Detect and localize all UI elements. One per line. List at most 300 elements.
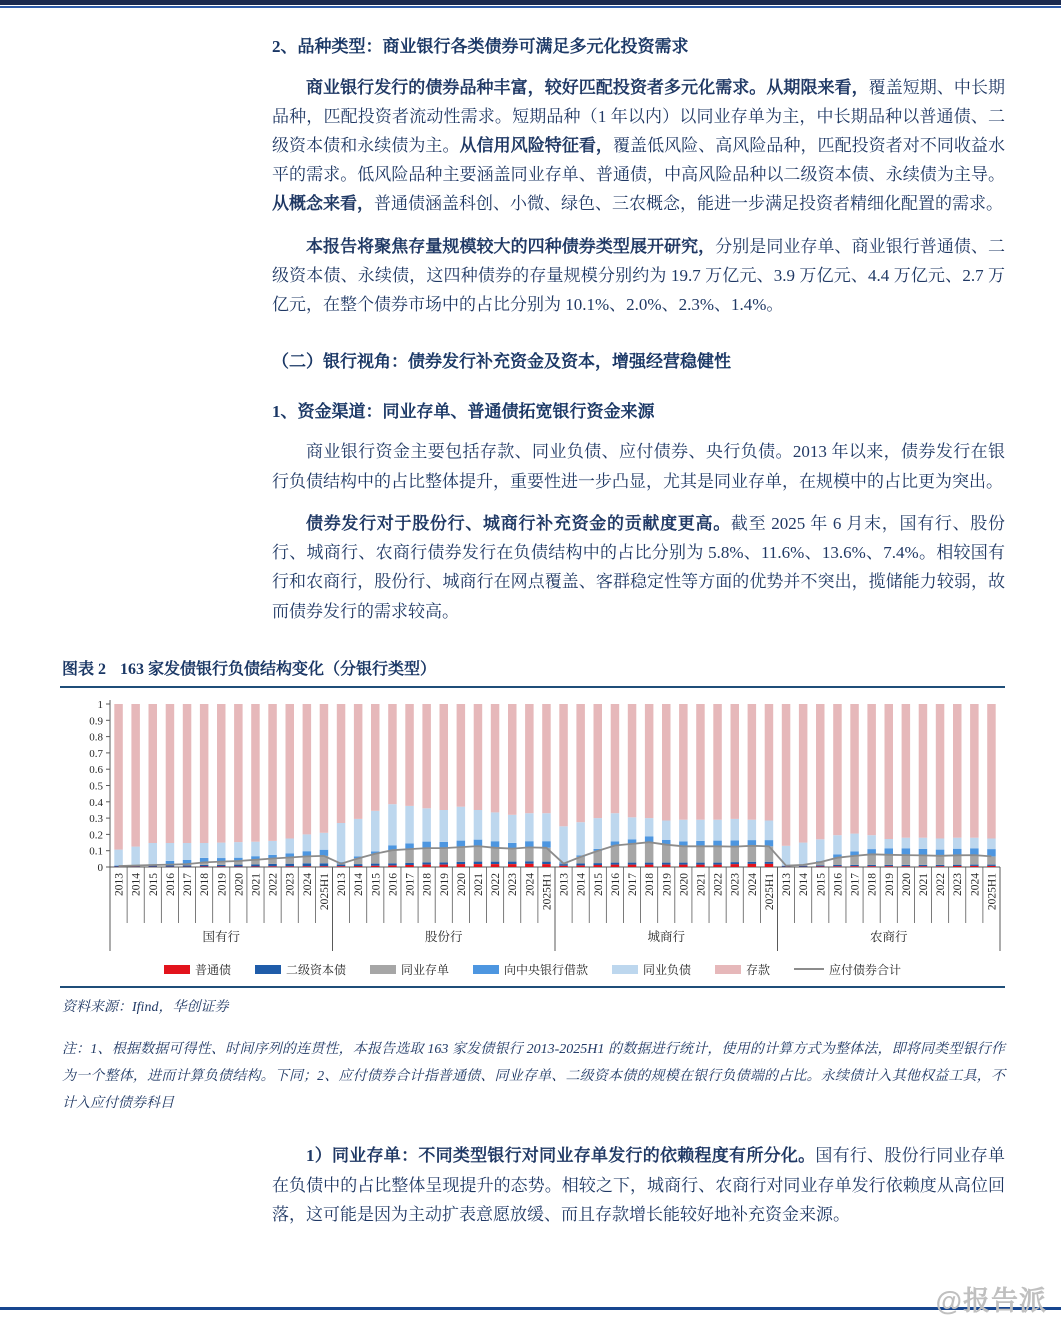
bar-segment [559, 826, 568, 862]
bar-segment [405, 849, 414, 863]
bar-segment [166, 865, 175, 866]
bar-segment [748, 819, 757, 839]
svg-text:0.1: 0.1 [89, 845, 103, 858]
bar-segment [491, 861, 500, 863]
svg-text:0.6: 0.6 [89, 763, 103, 776]
bar-segment [731, 846, 740, 862]
bar-segment [696, 704, 705, 820]
figure-title-text: 163 家发债银行负债结构变化（分银行类型） [120, 660, 437, 678]
bar-segment [594, 863, 603, 865]
svg-text:0.4: 0.4 [89, 796, 103, 809]
bar-segment [936, 866, 945, 867]
bar-segment [970, 848, 979, 855]
svg-text:0.7: 0.7 [89, 747, 103, 760]
bar-segment [559, 704, 568, 826]
bar-segment [816, 866, 825, 867]
bar-segment [867, 704, 876, 835]
bar-segment [320, 866, 329, 867]
bar-segment [354, 819, 363, 857]
x-tick-label: 2013 [558, 872, 571, 896]
bar-segment [422, 841, 431, 848]
bar-segment [885, 839, 894, 848]
svg-text:0.3: 0.3 [89, 812, 103, 825]
bar-segment [850, 866, 859, 867]
section-heading-funding-channel: 1、资金渠道：同业存单、普通债拓宽银行资金来源 [272, 401, 655, 421]
bar-segment [422, 862, 431, 864]
bar-segment [679, 704, 688, 820]
bar-segment [268, 866, 277, 867]
bar-segment [713, 819, 722, 840]
bar-segment [508, 848, 517, 861]
legend-line-swatch [794, 968, 824, 970]
bar-segment [696, 819, 705, 840]
bar-segment [970, 855, 979, 865]
bar-segment [542, 864, 551, 867]
bar-segment [405, 865, 414, 867]
paragraph-ncd-divergence: 1）同业存单：不同类型银行对同业存单发行的依赖程度有所分化。国有行、股份行同业存单在负债中的占比整体呈现提升的态势。相较之下，城商行、农商行对同业存单发行依赖度从高位回落，这可能是因为主动扩表意愿放缓、而且存款增长能较好地补充资金来源。 [272, 1146, 1005, 1224]
x-tick-label: 2025H1 [318, 872, 331, 910]
x-tick-label: 2019 [438, 872, 451, 896]
bar-segment [474, 810, 483, 840]
bar-segment [166, 843, 175, 861]
bar-segment [936, 704, 945, 839]
bar-segment [987, 704, 996, 839]
bar-segment [251, 866, 260, 867]
bar-segment [679, 862, 688, 864]
bar-segment [286, 838, 295, 853]
bar-segment [953, 855, 962, 865]
bar-segment [320, 704, 329, 833]
group-label: 城商行 [647, 929, 686, 944]
legend-item [612, 961, 691, 978]
bar-segment [183, 704, 192, 843]
bar-segment [833, 835, 842, 854]
bar-segment [765, 820, 774, 840]
bar-segment [816, 839, 825, 861]
bar-segment [286, 866, 295, 867]
bar-segment [234, 842, 243, 858]
bar-segment [508, 704, 517, 815]
source-note: 资料来源：Ifind，华创证券 [62, 999, 229, 1015]
bar-segment [405, 806, 414, 844]
bar-segment [885, 865, 894, 866]
bar-segment [354, 864, 363, 866]
bar-segment [919, 837, 928, 848]
bar-segment [662, 704, 671, 821]
x-tick-label: 2023 [284, 872, 297, 896]
bar-segment [987, 856, 996, 864]
bar-segment [388, 704, 397, 804]
x-tick-label: 2021 [472, 872, 485, 896]
x-tick-label: 2013 [336, 872, 349, 896]
legend-color-swatch [715, 965, 741, 974]
bar-segment [696, 846, 705, 862]
x-tick-label: 2025H1 [541, 872, 554, 910]
bar-segment [200, 843, 209, 858]
x-tick-label: 2016 [832, 872, 845, 896]
paragraph-bank-funding: 商业银行资金主要包括存款、同业负债、应付债券、央行负债。2013 年以来，债券发行在银行负债结构中的占比整体提升，重要性进一步凸显，尤其是同业存单，在规模中的占比更为突出。 [272, 442, 1005, 491]
bar-segment [286, 863, 295, 866]
x-tick-label: 2025H1 [763, 872, 776, 910]
bar-segment [251, 864, 260, 866]
svg-text:0.2: 0.2 [89, 829, 103, 842]
bar-segment [217, 704, 226, 843]
bar-segment [867, 866, 876, 867]
x-tick-label: 2016 [387, 872, 400, 896]
bar-segment [953, 866, 962, 867]
bar-segment [251, 704, 260, 842]
x-tick-label: 2022 [712, 872, 725, 896]
bar-segment [183, 843, 192, 860]
bar-segment [867, 835, 876, 849]
bar-segment [919, 866, 928, 867]
bar-segment [114, 849, 123, 865]
bar-segment [440, 810, 449, 842]
bar-segment [731, 864, 740, 867]
bar-segment [696, 862, 705, 864]
bar-segment [902, 866, 911, 867]
body-column [272, 34, 1005, 626]
bar-segment [953, 848, 962, 855]
bar-segment [525, 704, 534, 813]
bar-segment [611, 864, 620, 866]
paragraph-four-bond-types: 本报告将聚焦存量规模较大的四种债券类型展开研究，分别是同业存单、商业银行普通债、二级资本债、永续债，这四种债券的存量规模分别约为 19.7 万亿元、3.9 万亿元、4.4 万亿元、2.7 万亿元，在整个债券市场中的占比分别为 10.1%、2.0%、2.3%、1.4%。 [272, 236, 1006, 315]
x-tick-label: 2013 [113, 872, 126, 896]
bar-segment [850, 833, 859, 851]
legend-label: 普通债 [194, 962, 231, 977]
bar-segment [491, 864, 500, 867]
paragraph-issuance-contribution: 债券发行对于股份行、城商行补充资金的贡献度更高。截至 2025 年 6 月末，国有行、股份行、城商行、农商行债券发行在负债结构中的占比分别为 5.8%、11.6%、13.6%、7.4%。相较国有行和农商行，股份行、城商行在网点覆盖、客群稳定性等方面的优势并不突出，揽储能力较弱，故而债券发行的需求较高。 [272, 513, 1005, 621]
bar-segment [474, 704, 483, 810]
section-heading-bank-perspective: （二）银行视角：债券发行补充资金及资本，增强经营稳健性 [272, 352, 731, 372]
bar-segment [268, 864, 277, 866]
bar-segment [611, 862, 620, 864]
bar-segment [833, 865, 842, 866]
bar-segment [628, 817, 637, 839]
bar-segment [850, 856, 859, 865]
section-heading-bond-types: 2、品种类型：商业银行各类债券可满足多元化投资需求 [272, 37, 689, 56]
x-tick-label: 2024 [301, 872, 314, 896]
bar-segment [422, 704, 431, 808]
legend-item [715, 961, 770, 978]
bar-segment [748, 704, 757, 820]
figure-2 [60, 656, 1005, 1118]
bar-segment [217, 866, 226, 867]
payable-bonds-line [119, 842, 992, 866]
bar-segment [816, 865, 825, 866]
bar-segment [576, 863, 585, 865]
bar-segment [337, 704, 346, 823]
bar-segment [662, 820, 671, 839]
bar-segment [525, 847, 534, 861]
bar-segment [491, 812, 500, 841]
bar-segment [919, 849, 928, 856]
bar-segment [388, 863, 397, 865]
bar-segment [645, 704, 654, 818]
bar-segment [987, 838, 996, 849]
legend-label: 应付债券合计 [829, 962, 902, 977]
bar-segment [594, 818, 603, 849]
bar-segment [474, 839, 483, 846]
group-label: 农商行 [869, 929, 908, 944]
bar-segment [114, 704, 123, 850]
bar-segment [200, 866, 209, 867]
x-tick-label: 2022 [267, 872, 280, 896]
bar-segment [953, 864, 962, 865]
figure-bottom-rule [60, 986, 1005, 988]
x-tick-label: 2018 [866, 872, 879, 896]
x-tick-label: 2021 [695, 872, 708, 896]
bar-segment [508, 861, 517, 863]
bar-segment [371, 865, 380, 866]
bar-segment [936, 838, 945, 849]
bar-segment [217, 865, 226, 867]
x-tick-label: 2021 [917, 872, 930, 896]
chart-svg [60, 692, 1005, 954]
bar-segment [149, 843, 158, 864]
bar-segment [594, 704, 603, 818]
bar-segment [679, 819, 688, 841]
bar-segment [748, 862, 757, 864]
page-top-bar [0, 0, 1061, 5]
svg-text:0.8: 0.8 [89, 731, 103, 744]
bar-segment [713, 704, 722, 820]
bar-segment [542, 841, 551, 848]
bar-segment [440, 862, 449, 864]
bar-segment [611, 845, 620, 862]
bar-segment [953, 704, 962, 838]
x-tick-label: 2023 [507, 872, 520, 896]
bar-segment [799, 842, 808, 864]
legend-color-swatch [473, 965, 499, 974]
bar-segment [645, 818, 654, 836]
bar-segment [628, 862, 637, 864]
x-tick-label: 2020 [900, 872, 913, 896]
watermark: @报告派 [935, 1286, 1047, 1316]
bar-segment [354, 866, 363, 867]
bar-segment [885, 704, 894, 839]
bar-segment [987, 866, 996, 867]
bar-segment [440, 848, 449, 862]
bar-segment [508, 864, 517, 867]
bar-segment [440, 704, 449, 810]
bar-segment [970, 864, 979, 865]
bar-segment [628, 864, 637, 866]
bar-segment [576, 822, 585, 855]
bar-segment [337, 866, 346, 867]
bar-segment [731, 862, 740, 864]
bar-segment [628, 844, 637, 863]
chart-legend [60, 961, 1005, 978]
bar-segment [268, 704, 277, 841]
bar-segment [234, 704, 243, 842]
bar-segment [268, 841, 277, 855]
bar-segment [388, 804, 397, 845]
footer-rule [0, 1307, 1061, 1310]
bar-segment [149, 704, 158, 843]
bar-segment [953, 837, 962, 848]
bar-segment [508, 815, 517, 843]
bar-segment [474, 861, 483, 863]
bar-segment [457, 864, 466, 867]
x-tick-label: 2022 [490, 872, 503, 896]
bar-segment [525, 841, 534, 847]
bar-segment [303, 704, 312, 834]
svg-text:0: 0 [97, 861, 103, 874]
bar-segment [422, 848, 431, 862]
bar-segment [885, 866, 894, 867]
liability-structure-chart [60, 688, 1005, 959]
bar-segment [696, 864, 705, 866]
bar-segment [748, 846, 757, 862]
x-tick-label: 2020 [455, 872, 468, 896]
bar-segment [902, 848, 911, 855]
x-tick-label: 2015 [370, 872, 383, 896]
x-tick-label: 2025H1 [986, 872, 999, 910]
x-tick-label: 2017 [404, 872, 417, 896]
x-tick-label: 2020 [678, 872, 691, 896]
bar-segment [713, 846, 722, 862]
bar-segment [576, 865, 585, 867]
bar-segment [320, 849, 329, 855]
bar-segment [474, 864, 483, 867]
bar-segment [405, 863, 414, 865]
x-tick-label: 2018 [644, 872, 657, 896]
x-tick-label: 2023 [952, 872, 965, 896]
bar-segment [936, 856, 945, 865]
x-tick-label: 2020 [233, 872, 246, 896]
bar-segment [542, 861, 551, 863]
x-tick-label: 2019 [661, 872, 674, 896]
x-tick-label: 2015 [147, 872, 160, 896]
bar-segment [457, 806, 466, 840]
x-tick-label: 2014 [130, 872, 143, 896]
bar-segment [919, 865, 928, 866]
figure-note: 注：1、根据数据可得性、时间序列的连贯性，本报告选取 163 家发债银行 2013-2025H1 的数据进行统计，使用的计算方式为整体法，即将同类型银行作为一个整体，进而计算负债结构。下同；2、应付债券合计指普通债、同业存单、二级资本债的规模在银行负债端的占比。永续债计入其他权益工具，不计入应付债券科目 [62, 1041, 1005, 1112]
legend-color-swatch [370, 965, 396, 974]
page-top-accent-line [0, 6, 1061, 8]
bar-segment [850, 865, 859, 866]
x-tick-label: 2024 [524, 872, 537, 896]
legend-label: 同业存单 [400, 962, 449, 977]
bar-segment [388, 850, 397, 863]
bar-segment [337, 864, 346, 866]
bar-segment [799, 704, 808, 843]
bar-segment [371, 811, 380, 852]
x-tick-label: 2019 [883, 872, 896, 896]
legend-label: 存款 [746, 962, 771, 977]
bar-segment [251, 841, 260, 856]
x-tick-label: 2017 [849, 872, 862, 896]
bar-segment [885, 855, 894, 865]
bar-segment [645, 862, 654, 864]
svg-text:0.9: 0.9 [89, 715, 103, 728]
legend-item [255, 961, 346, 978]
bar-segment [371, 704, 380, 811]
x-tick-label: 2018 [199, 872, 212, 896]
legend-color-swatch [255, 965, 281, 974]
bar-segment [731, 819, 740, 841]
bar-segment [131, 846, 140, 864]
bar-segment [286, 704, 295, 839]
bar-segment [662, 844, 671, 862]
x-tick-label: 2014 [353, 872, 366, 896]
bar-segment [936, 865, 945, 866]
bar-segment [987, 864, 996, 865]
bar-segment [679, 864, 688, 866]
bar-segment [867, 854, 876, 865]
figure-title [60, 656, 1005, 679]
bar-segment [354, 704, 363, 819]
bar-segment [131, 704, 140, 847]
bar-segment [388, 865, 397, 867]
x-tick-label: 2023 [729, 872, 742, 896]
legend-label: 同业负债 [643, 962, 692, 977]
bar-segment [542, 813, 551, 841]
bar-segment [902, 837, 911, 848]
bar-segment [662, 862, 671, 864]
bar-segment [405, 704, 414, 806]
bar-segment [833, 704, 842, 835]
bar-segment [183, 865, 192, 866]
svg-text:1: 1 [97, 698, 103, 711]
x-tick-label: 2018 [421, 872, 434, 896]
bar-segment [457, 847, 466, 862]
bar-segment [491, 848, 500, 862]
x-tick-label: 2024 [969, 872, 982, 896]
bar-segment [645, 842, 654, 862]
bar-segment [217, 842, 226, 858]
x-tick-label: 2016 [609, 872, 622, 896]
legend-color-swatch [612, 965, 638, 974]
paragraph-bond-variety: 商业银行发行的债券品种丰富，较好匹配投资者多元化需求。从期限来看，覆盖短期、中长期品种，匹配投资者流动性需求。短期品种（1 年以内）以同业存单为主，中长期品种以普通债、二级资本债和永续债为主。从信用风险特征看，覆盖低风险、高风险品种，匹配投资者对不同收益水平的需求。低风险品种主要涵盖同业存单、普通债，中高风险品种以二级资本债、永续债为主导。从概念来看，普通债涵盖科创、小微、绿色、三农概念，能进一步满足投资者精细化配置的需求。 [272, 77, 1006, 214]
bar-segment [919, 704, 928, 838]
legend-item [164, 961, 231, 978]
x-tick-label: 2016 [164, 872, 177, 896]
x-tick-label: 2015 [815, 872, 828, 896]
bar-segment [919, 855, 928, 865]
group-label: 股份行 [424, 929, 463, 944]
bar-segment [902, 865, 911, 866]
x-tick-label: 2013 [781, 872, 794, 896]
bar-segment [457, 704, 466, 807]
bar-segment [576, 704, 585, 822]
legend-label: 二级资本债 [285, 962, 346, 977]
bar-segment [542, 704, 551, 813]
bar-segment [491, 704, 500, 812]
bar-segment [422, 864, 431, 866]
bar-segment [679, 846, 688, 862]
x-tick-label: 2017 [182, 872, 195, 896]
bar-segment [970, 837, 979, 848]
bar-segment [337, 823, 346, 862]
bottom-column [272, 1141, 1005, 1229]
bar-segment [713, 864, 722, 866]
bar-segment [371, 863, 380, 865]
figure-label: 图表 2 [62, 660, 107, 678]
legend-label: 向中央银行借款 [503, 962, 588, 977]
x-tick-label: 2015 [592, 872, 605, 896]
bar-segment [303, 866, 312, 867]
bar-segment [474, 846, 483, 862]
bar-segment [765, 862, 774, 864]
bar-segment [970, 866, 979, 867]
x-tick-label: 2014 [575, 872, 588, 896]
bar-segment [525, 861, 534, 863]
bar-segment [765, 863, 774, 866]
x-tick-label: 2021 [250, 872, 263, 896]
bar-segment [234, 864, 243, 866]
